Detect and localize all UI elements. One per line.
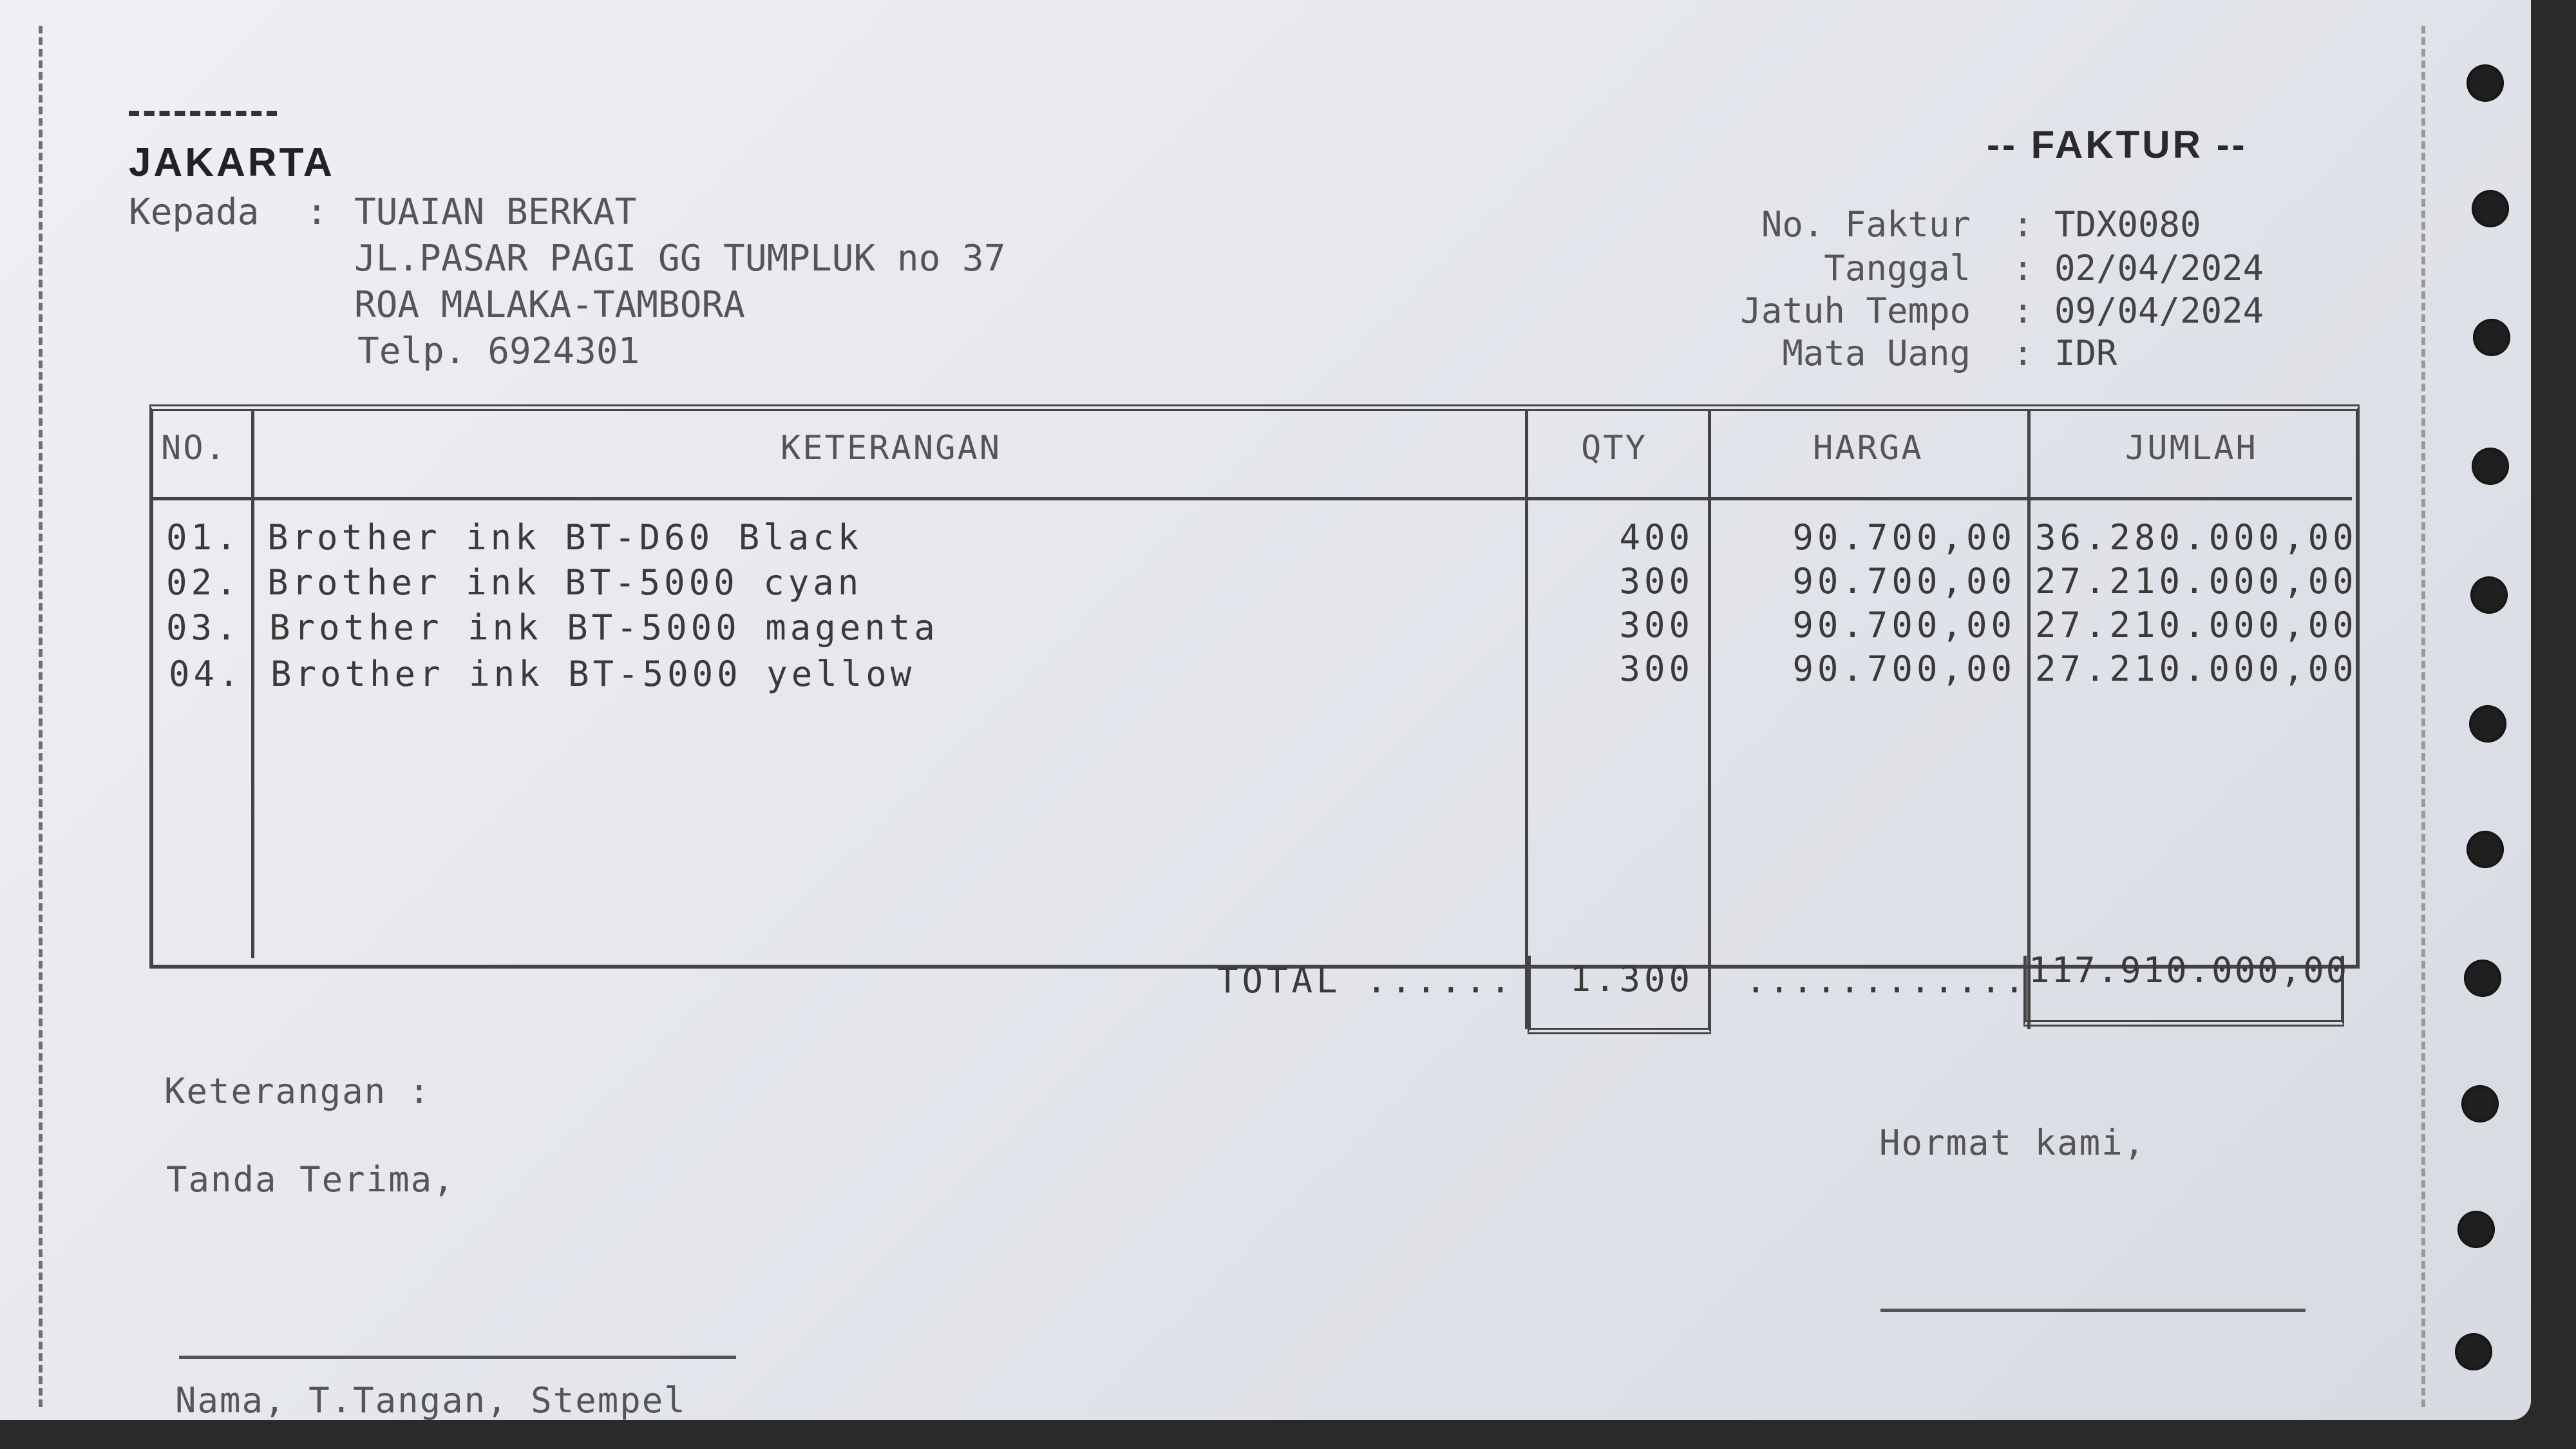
table-row-price: 90.700,00 xyxy=(1792,649,2016,689)
table-row-amount: 27.210.000,00 xyxy=(2035,561,2358,601)
recipient-label: Kepada xyxy=(129,191,260,233)
table-row-qty: 300 xyxy=(1619,605,1694,645)
invoice-date-value: 02/04/2024 xyxy=(2054,248,2264,289)
regards-label: Hormat kami, xyxy=(1879,1122,2146,1163)
table-row-qty: 400 xyxy=(1619,517,1694,558)
meta-colon: : xyxy=(2012,333,2034,374)
currency-value: IDR xyxy=(2054,333,2117,374)
table-row-number: 02. xyxy=(166,562,241,603)
column-separator xyxy=(1525,411,1528,1029)
table-row-number: 03. xyxy=(166,607,241,648)
signature-caption: Nama, T.Tangan, Stempel xyxy=(175,1380,687,1420)
table-row-amount: 36.280.000,00 xyxy=(2035,517,2358,558)
meta-colon: : xyxy=(2012,204,2034,245)
currency-label: Mata Uang xyxy=(1782,333,1971,374)
table-row-amount: 27.210.000,00 xyxy=(2035,649,2358,689)
column-header-qty: QTY xyxy=(1581,429,1647,468)
feed-hole-icon xyxy=(2455,1333,2492,1370)
table-row-price: 90.700,00 xyxy=(1792,517,2016,558)
table-row-description: Brother ink BT-5000 cyan xyxy=(267,562,863,603)
total-qty-value: 1.300 xyxy=(1569,959,1694,999)
table-row-description: Brother ink BT-5000 yellow xyxy=(270,654,916,694)
table-row-number: 01. xyxy=(166,517,241,558)
invoice-date-label: Tanggal xyxy=(1824,248,1971,289)
table-row-amount: 27.210.000,00 xyxy=(2035,605,2358,645)
table-row-price: 90.700,00 xyxy=(1792,561,2016,601)
invoice-number-value: TDX0080 xyxy=(2054,204,2201,245)
feed-hole-icon xyxy=(2467,831,2504,868)
left-perforation xyxy=(39,26,43,1407)
table-row-qty: 300 xyxy=(1619,561,1694,601)
table-header-separator xyxy=(153,497,2352,500)
recipient-phone: Telp. 6924301 xyxy=(357,330,640,372)
total-dots: ............ xyxy=(1745,960,2028,1001)
meta-colon: : xyxy=(2012,248,2034,289)
feed-hole-icon xyxy=(2470,576,2508,614)
column-separator xyxy=(2027,411,2031,1029)
column-separator xyxy=(1708,411,1711,1029)
table-row-number: 04. xyxy=(169,654,243,694)
recipient-address-line1: JL.PASAR PAGI GG TUMPLUK no 37 xyxy=(354,238,1006,279)
recipient-colon: : xyxy=(306,191,328,233)
table-row-description: Brother ink BT-5000 magenta xyxy=(269,607,939,648)
feed-hole-icon xyxy=(2472,448,2509,485)
column-separator xyxy=(251,411,254,958)
feed-hole-icon xyxy=(2473,319,2510,356)
header-dash-decoration xyxy=(129,111,277,116)
invoice-number-label: No. Faktur xyxy=(1761,204,1971,245)
table-row-price: 90.700,00 xyxy=(1792,605,2016,645)
meta-colon: : xyxy=(2012,290,2034,331)
table-row-qty: 300 xyxy=(1619,649,1694,689)
total-label: TOTAL ...... xyxy=(1217,960,1515,1001)
column-header-no: NO. xyxy=(161,429,227,468)
notes-label: Keterangan : xyxy=(164,1071,431,1112)
company-city: JAKARTA xyxy=(129,140,335,185)
document-title: -- FAKTUR -- xyxy=(1987,123,2248,166)
feed-hole-icon xyxy=(2469,705,2506,743)
recipient-name: TUAIAN BERKAT xyxy=(354,191,637,233)
due-date-value: 09/04/2024 xyxy=(2054,290,2264,331)
column-header-price: HARGA xyxy=(1813,429,1924,468)
table-row-description: Brother ink BT-D60 Black xyxy=(267,517,863,558)
feed-hole-icon xyxy=(2467,64,2504,102)
receiver-signature-line xyxy=(179,1356,736,1359)
feed-hole-icon xyxy=(2461,1085,2499,1122)
feed-hole-icon xyxy=(2458,1211,2495,1248)
right-perforation xyxy=(2421,26,2425,1407)
recipient-address-line2: ROA MALAKA-TAMBORA xyxy=(354,284,745,326)
receipt-label: Tanda Terima, xyxy=(166,1159,455,1200)
total-amount-value: 117.910.000,00 xyxy=(2029,950,2349,990)
feed-hole-icon xyxy=(2464,960,2501,997)
sender-signature-line xyxy=(1880,1309,2306,1312)
due-date-label: Jatuh Tempo xyxy=(1740,290,1971,331)
column-header-description: KETERANGAN xyxy=(781,429,1002,468)
column-header-amount: JUMLAH xyxy=(2125,429,2258,468)
feed-hole-icon xyxy=(2472,190,2509,227)
